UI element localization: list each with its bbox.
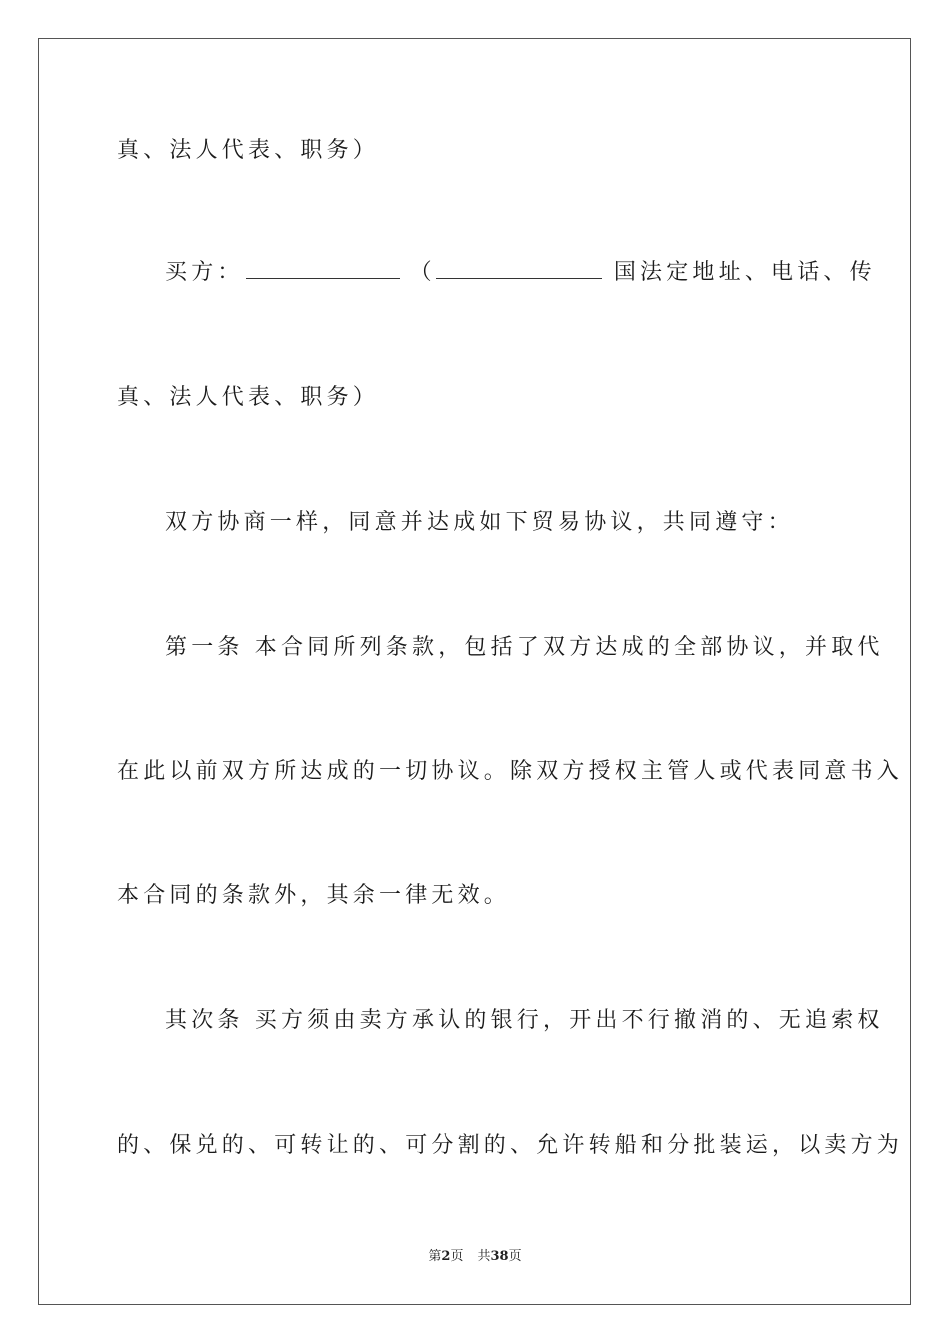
total-pages: 38 — [490, 1249, 509, 1264]
buyer-line-suffix: 国法定地址、电话、传 — [613, 260, 876, 285]
page-number: 2 — [441, 1249, 451, 1264]
text-line: 第一条 本合同所列条款，包括了双方达成的全部协议，并取代 — [165, 635, 884, 660]
text-line: 本合同的条款外，其余一律无效。 — [117, 883, 511, 908]
buyer-line — [165, 258, 876, 288]
text-line: 双方协商一样，同意并达成如下贸易协议，共同遵守： — [165, 510, 794, 535]
page-footer — [0, 1248, 950, 1266]
total-unit: 页 — [508, 1249, 522, 1264]
text-line: 真、法人代表、职务） — [117, 385, 380, 410]
text-line: 其次条 买方须由卖方承认的银行，开出不行撤消的、无追索权 — [165, 1008, 884, 1033]
total-prefix: 共 — [477, 1249, 491, 1264]
footer-prefix: 第 — [428, 1249, 442, 1264]
text-line: 在此以前双方所达成的一切协议。除双方授权主管人或代表同意书入 — [117, 759, 904, 784]
page-unit: 页 — [450, 1249, 464, 1264]
paren-open: （ — [409, 260, 436, 285]
buyer-label: 买方： — [165, 260, 244, 285]
text-line: 真、法人代表、职务） — [117, 138, 380, 163]
buyer-name-blank — [246, 258, 400, 279]
page-border — [38, 38, 911, 1305]
buyer-country-blank — [436, 258, 602, 279]
text-line: 的、保兑的、可转让的、可分割的、允许转船和分批装运，以卖方为 — [117, 1133, 904, 1158]
